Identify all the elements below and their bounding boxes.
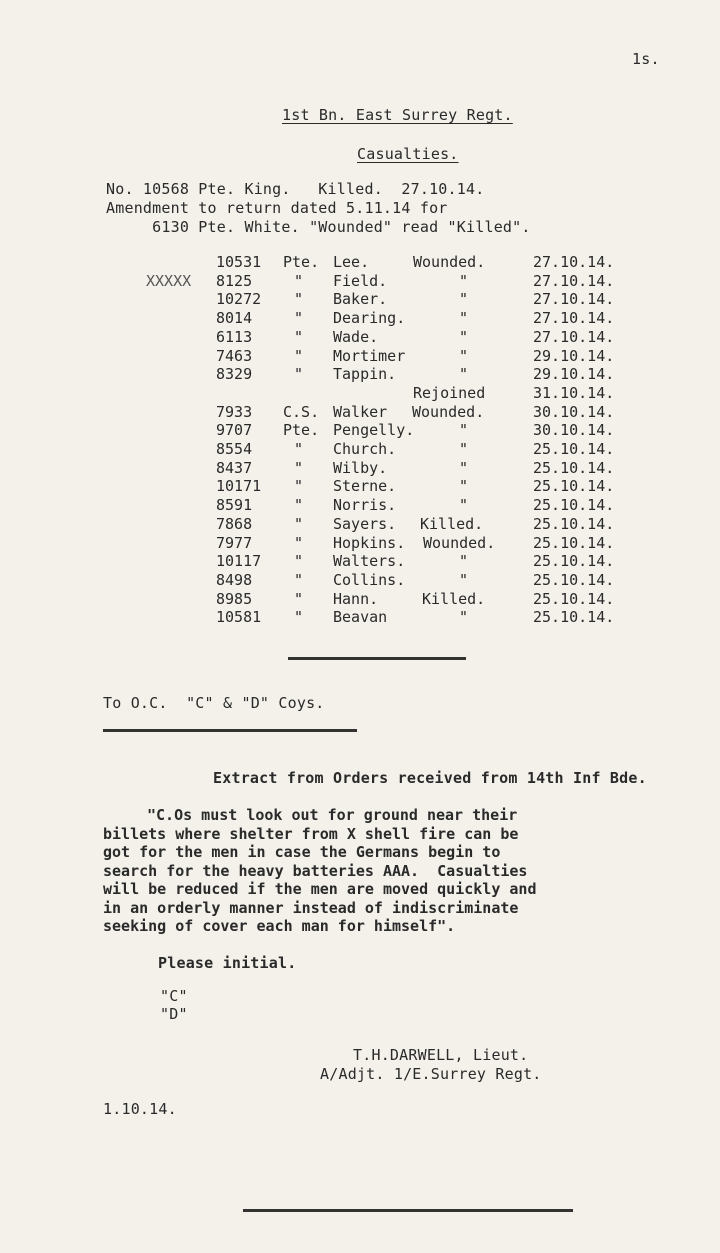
memo-line: will be reduced if the men are moved quickly and — [103, 880, 537, 898]
memo-line: seeking of cover each man for himself". — [103, 917, 456, 935]
casualty-row — [0, 347, 720, 366]
casualty-rank: C.S. — [283, 402, 320, 421]
casualty-name: Collins. — [333, 570, 406, 589]
casualty-number: 8591 — [216, 496, 253, 515]
casualty-rank: " — [294, 608, 304, 627]
casualty-number: 10272 — [216, 290, 262, 309]
amendment-line-2: Amendment to return dated 5.11.14 for — [106, 199, 448, 217]
casualty-rank: " — [294, 552, 304, 571]
casualty-row — [0, 290, 720, 309]
casualty-date: 27.10.14. — [533, 309, 615, 328]
casualty-status: " — [459, 496, 469, 515]
casualty-date: 25.10.14. — [533, 440, 615, 458]
casualty-name: Church. — [333, 440, 397, 458]
casualty-status: " — [459, 477, 469, 496]
casualty-number: 8437 — [216, 458, 253, 477]
casualty-struck: XXXXX — [146, 271, 192, 290]
memo-recipient: To O.C. "C" & "D" Coys. — [103, 694, 325, 712]
casualty-row — [0, 440, 720, 459]
casualty-date: 25.10.14. — [533, 496, 615, 515]
casualty-status: Wounded. — [423, 533, 496, 552]
memo-line: search for the heavy batteries AAA. Casualties — [103, 861, 528, 880]
casualty-rank: " — [294, 496, 304, 515]
casualty-rank: Pte. — [283, 253, 320, 271]
casualty-number: 8554 — [216, 440, 253, 458]
casualty-number: 8985 — [216, 589, 253, 608]
signature-title: A/Adjt. 1/E.Surrey Regt. — [320, 1065, 542, 1083]
casualty-number: 6113 — [216, 327, 253, 346]
initial-c: "C" — [160, 987, 188, 1005]
casualty-rank: " — [294, 570, 304, 589]
casualty-rank: " — [294, 514, 304, 533]
extract-heading: Extract from Orders received from 14th Inf Bde. — [213, 769, 647, 787]
memo-line: got for the men in case the Germans begin to — [103, 843, 501, 861]
casualty-status: " — [459, 365, 469, 384]
casualty-row — [0, 272, 720, 291]
casualty-date: 27.10.14. — [533, 290, 615, 309]
casualty-rank: " — [294, 477, 304, 496]
amendment-line-1: No. 10568 Pte. King. Killed. 27.10.14. — [106, 180, 485, 198]
unit-title: 1st Bn. East Surrey Regt. — [282, 106, 513, 124]
casualty-name: Baker. — [333, 290, 388, 309]
casualty-date: 25.10.14. — [533, 533, 615, 552]
casualty-name: Hann. — [333, 589, 379, 608]
casualty-row — [0, 421, 720, 440]
casualty-rank: " — [294, 533, 304, 552]
casualty-status: Killed. — [420, 514, 484, 533]
casualty-date: 25.10.14. — [533, 458, 615, 477]
casualty-date: 27.10.14. — [533, 327, 615, 346]
document-date: 1.10.14. — [103, 1100, 177, 1118]
casualty-rank: " — [294, 458, 304, 477]
casualty-status: " — [459, 458, 469, 477]
casualty-row — [0, 384, 720, 403]
casualty-name: Mortimer — [333, 346, 406, 365]
please-initial: Please initial. — [158, 954, 297, 972]
casualty-number: 10117 — [216, 552, 262, 571]
casualty-name: Walters. — [333, 552, 406, 571]
casualty-status: " — [459, 421, 469, 440]
casualty-status: " — [459, 570, 469, 589]
casualty-name: Tappin. — [333, 365, 397, 384]
casualty-status: " — [459, 346, 469, 365]
casualty-rank: " — [294, 327, 304, 346]
casualty-rank: " — [294, 589, 304, 608]
casualty-date: 25.10.14. — [533, 570, 615, 589]
casualty-row — [0, 328, 720, 347]
casualty-number: 8125 — [216, 271, 253, 290]
casualty-rank: " — [294, 290, 304, 309]
casualty-status: " — [459, 309, 469, 328]
casualty-row — [0, 496, 720, 515]
casualty-date: 30.10.14. — [533, 421, 615, 440]
casualty-date: 31.10.14. — [533, 383, 615, 402]
casualty-status: " — [459, 327, 469, 346]
casualty-rank: " — [294, 346, 304, 365]
casualty-status: " — [459, 271, 469, 290]
casualty-number: 9707 — [216, 421, 253, 440]
casualty-name: Sterne. — [333, 477, 397, 496]
casualty-rank: " — [294, 365, 304, 384]
casualty-number: 10581 — [216, 608, 262, 627]
casualty-name: Field. — [333, 271, 388, 290]
casualty-row — [0, 309, 720, 328]
casualties-title: Casualties. — [357, 145, 459, 163]
casualty-date: 27.10.14. — [533, 253, 615, 271]
casualty-row — [0, 253, 720, 272]
casualty-number: 8498 — [216, 570, 253, 589]
casualty-name: Lee. — [333, 253, 370, 271]
memo-line: "C.Os must look out for ground near their — [147, 806, 518, 824]
casualty-name: Sayers. — [333, 514, 397, 533]
casualty-number: 10531 — [216, 253, 262, 271]
casualty-status: Killed. — [422, 589, 486, 608]
casualty-rank: " — [294, 271, 304, 290]
casualty-row — [0, 590, 720, 609]
casualty-number: 7868 — [216, 514, 253, 533]
casualty-status: Rejoined — [413, 383, 486, 402]
memo-line: billets where shelter from X shell fire can be — [103, 824, 519, 843]
casualty-status: " — [459, 440, 469, 458]
casualty-row — [0, 365, 720, 384]
casualty-number: 7463 — [216, 346, 253, 365]
casualty-row — [0, 477, 720, 496]
divider — [288, 657, 466, 660]
signature-name: T.H.DARWELL, Lieut. — [353, 1046, 529, 1064]
divider — [243, 1209, 573, 1212]
casualty-name: Beavan — [333, 608, 388, 627]
casualty-number: 8329 — [216, 365, 253, 384]
casualty-row — [0, 534, 720, 553]
casualty-row — [0, 552, 720, 571]
casualty-number: 10171 — [216, 477, 262, 496]
casualty-date: 25.10.14. — [533, 477, 615, 496]
casualty-rank: " — [294, 440, 304, 458]
casualty-date: 25.10.14. — [533, 608, 615, 627]
casualty-row — [0, 515, 720, 534]
page-number: 1s. — [632, 50, 660, 68]
casualty-name: Norris. — [333, 496, 397, 515]
divider — [103, 729, 357, 732]
casualty-date: 25.10.14. — [533, 514, 615, 533]
casualty-date: 25.10.14. — [533, 552, 615, 571]
casualty-number: 7977 — [216, 533, 253, 552]
casualty-status: " — [459, 608, 469, 627]
casualty-row — [0, 608, 720, 627]
casualty-status: " — [459, 552, 469, 571]
casualty-name: Dearing. — [333, 309, 406, 328]
casualty-status: Wounded. — [413, 253, 486, 271]
casualty-name: Wade. — [333, 327, 379, 346]
memo-line: in an orderly manner instead of indiscriminate — [103, 898, 519, 917]
casualty-rank: " — [294, 309, 304, 328]
casualty-date: 29.10.14. — [533, 365, 615, 384]
casualty-number: 7933 — [216, 402, 253, 421]
casualty-number: 8014 — [216, 309, 253, 328]
casualty-name: Hopkins. — [333, 533, 406, 552]
casualty-rank: Pte. — [283, 421, 320, 440]
casualty-name: Wilby. — [333, 458, 388, 477]
casualty-status: Wounded. — [412, 402, 485, 421]
casualty-date: 25.10.14. — [533, 589, 615, 608]
casualty-row — [0, 403, 720, 422]
casualty-status: " — [459, 290, 469, 309]
casualty-row — [0, 459, 720, 478]
casualty-name: Walker — [333, 402, 388, 421]
casualty-date: 27.10.14. — [533, 271, 615, 290]
casualty-row — [0, 571, 720, 590]
amendment-line-3: 6130 Pte. White. "Wounded" read "Killed". — [106, 218, 531, 236]
casualty-name: Pengelly. — [333, 421, 415, 440]
casualty-date: 29.10.14. — [533, 346, 615, 365]
casualty-date: 30.10.14. — [533, 402, 615, 421]
initial-d: "D" — [160, 1005, 188, 1023]
